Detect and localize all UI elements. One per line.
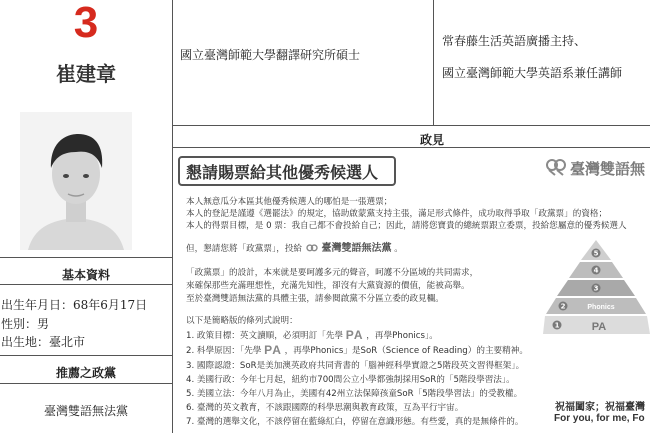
pyramid-phonics-label: Phonics xyxy=(587,304,615,311)
experience-line-2: 國立臺灣師範大學英語系兼任講師 xyxy=(442,66,623,80)
brand-logo-icon xyxy=(305,244,319,254)
list-item: 3. 國際認證：SoR是美加澳英政府共同背書的「腦神經科學實證之5階段英文習得框架」。 xyxy=(186,361,525,371)
cell-divider xyxy=(433,0,434,125)
education: 國立臺灣師範大學翻譯研究所碩士 xyxy=(180,48,361,62)
pyramid-pa-label: PA xyxy=(591,321,607,333)
vote-line xyxy=(186,243,403,255)
list-item xyxy=(186,345,528,357)
vote-line-suffix: 。 xyxy=(394,244,403,254)
learning-pyramid xyxy=(543,238,650,338)
paragraph-line: 來確保那些充滿理想性，充滿先知性，卻沒有大黨資源的價值，能被高舉。 xyxy=(186,281,470,291)
pa-badge: PA xyxy=(264,343,282,357)
list-item xyxy=(186,330,438,342)
column-divider xyxy=(172,0,173,433)
row-divider-left xyxy=(0,355,172,356)
birthplace: 出生地：臺北市 xyxy=(1,335,86,349)
row-divider-left xyxy=(0,383,172,384)
list-intro: 以下是簡略版的條列式說明： xyxy=(186,316,298,326)
list-item: 6. 臺灣的英文教育，不該跟國際的科學思潮與教育政策，互為平行宇宙。 xyxy=(186,403,464,413)
basic-info-heading: 基本資料 xyxy=(61,268,110,282)
vote-line-brand: 臺灣雙語無法黨 xyxy=(321,243,392,254)
gender: 性別：男 xyxy=(1,317,50,331)
candidate-photo xyxy=(20,112,132,250)
birth-date: 出生年月日：68年6月17日 xyxy=(1,298,148,312)
candidate-number: 3 xyxy=(73,0,99,47)
paragraph-line: 本人無意瓜分本區其他優秀候選人的哪怕是一張選票； xyxy=(186,197,393,207)
experience-line-1: 常春藤生活英語廣播主持、 xyxy=(442,34,587,48)
row-divider-left xyxy=(0,284,172,285)
list-item-text: 2. 科學原因：「先學 xyxy=(186,346,262,356)
row-divider xyxy=(172,125,650,126)
list-item-text: ，再學Phonics」。 xyxy=(366,331,438,341)
paragraph-line: 至於臺灣雙語無法黨的具體主張，請參閱啟黨不分區立委的政見欄。 xyxy=(186,294,444,304)
list-item-text: 1. 政策目標：英文讀順，必須明訂「先學 xyxy=(186,331,344,341)
row-divider-left xyxy=(0,257,172,258)
pa-badge: PA xyxy=(345,328,364,342)
list-item-text: ，再學Phonics」是SoR（Science of Reading）的主要精神。 xyxy=(284,346,528,356)
platform-heading: 政見 xyxy=(420,133,445,147)
list-item: 4. 美國行政：今年七月起，紐約市700間公立小學都強制採用SoR的「5階段學習法」。 xyxy=(186,375,515,385)
pyramid-level-3: 3 xyxy=(593,284,599,293)
blessing-english: For you, for me, Fo xyxy=(554,413,645,424)
paragraph-line: 本人的得票目標，是 0 票：我自己都不會投給自己；因此，請將您寶貴的總統票跟立委票，投給您屬意的優秀候選人 xyxy=(186,221,627,231)
blessing-chinese: 祝福闔家；祝福臺灣 xyxy=(555,402,645,413)
row-divider-platform xyxy=(172,147,650,148)
party-name: 臺灣雙語無法黨 xyxy=(43,404,128,418)
pyramid-level-5: 5 xyxy=(593,249,599,258)
brand-title: 臺灣雙語無 xyxy=(570,160,646,178)
pyramid-level-2: 2 xyxy=(560,302,566,311)
list-item: 7. 臺灣的選舉文化，不該停留在藍綠紅白，停留在意識形態。有些愛，真的是無條件的。 xyxy=(186,417,524,427)
vote-line-prefix: 但，懇請您將「政黨票」，投給 xyxy=(186,244,303,254)
party-heading: 推薦之政黨 xyxy=(55,366,116,380)
platform-headline: 懇請賜票給其他優秀候選人 xyxy=(186,163,379,182)
brand-logo-icon xyxy=(545,158,567,176)
pyramid-level-4: 4 xyxy=(593,266,599,275)
paragraph-line: 「政黨票」的設計，本來就是要呵護多元的聲音，呵護不分區域的共同需求， xyxy=(186,268,479,278)
list-item: 5. 美國立法：今年八月為止，美國有42州立法保障孩童SoR「5階段學習法」的受教權。 xyxy=(186,389,523,399)
candidate-name: 崔建章 xyxy=(56,62,116,86)
pyramid-level-1: 1 xyxy=(554,321,560,330)
paragraph-line: 本人的登記是謹遵《選罷法》的規定，協助啟蒙黨支持主張，滿足形式條件，成功取得爭取「政黨票」的資格； xyxy=(186,209,608,219)
